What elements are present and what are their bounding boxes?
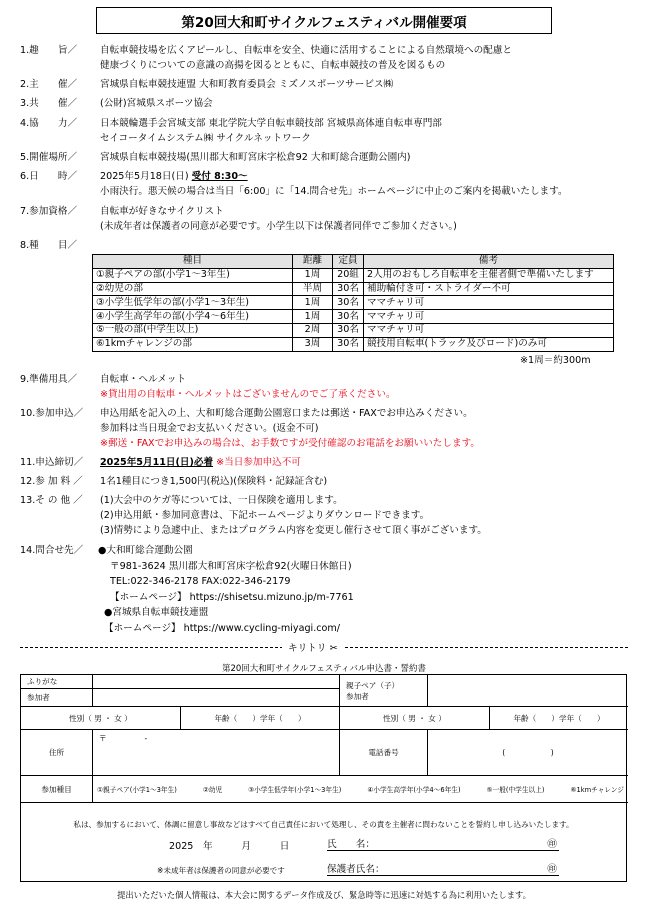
section-label: 2.主 催／ [20, 79, 78, 90]
gender-field[interactable]: 性別（ 男 ・ 女 ） [21, 707, 181, 730]
lap-note: ※1周＝約300m [520, 355, 591, 366]
section-contact [20, 543, 640, 636]
name-signature[interactable] [327, 836, 559, 851]
section-label: 12.参 加 料 ／ [20, 476, 83, 487]
furigana-label: ふりがな [21, 675, 93, 689]
event-name: ⑤一般の部(中学生以上) [93, 323, 293, 337]
table-header: 定員 [333, 255, 364, 269]
event-capacity: 30名 [333, 337, 364, 351]
event-distance: 2周 [293, 323, 333, 337]
section-label: 14.問合せ先／ [20, 545, 84, 556]
event-distance: 1周 [293, 296, 333, 310]
pair-gender-field[interactable]: 性別（ 男 ・ 女 ） [340, 707, 490, 730]
text-line: 申込用紙を記入の上、大和町総合運動公園窓口または郵送・FAXでお申込みください。 [100, 408, 473, 419]
event-name: ④小学生高学年の部(小学4～6年生) [93, 310, 293, 324]
application-form [20, 674, 627, 882]
event-option[interactable]: ①親子ペア(小学1～3年生) [97, 786, 177, 794]
kiritori-mark [282, 640, 343, 654]
pair-age-grade-field[interactable]: 年齢（ ）学年（ ） [490, 707, 628, 730]
event-capacity: 30名 [333, 282, 364, 296]
event-option[interactable]: ③小学生低学年(小学1～3年生) [248, 786, 342, 794]
address-field[interactable]: 〒 - [93, 730, 340, 776]
warning-note: ※貸出用の自転車・ヘルメットはございませんのでご了承ください。 [100, 389, 396, 400]
event-note: ママチャリ可 [364, 296, 614, 310]
section-label: 10.参加申込／ [20, 408, 84, 419]
text-line: TEL:022-346-2178 FAX:022-346-2179 [110, 576, 291, 587]
section-label: 5.開催場所／ [20, 152, 78, 163]
section-cooperation [20, 116, 640, 146]
event-name: ③小学生低学年の部(小学1～3年生) [93, 296, 293, 310]
event-name: ②幼児の部 [93, 282, 293, 296]
address-label: 住所 [21, 730, 93, 776]
pair-label: 親子ペア（子） [346, 680, 400, 690]
section-fee [20, 474, 640, 489]
guardian-signature[interactable] [327, 861, 559, 876]
text-line: (未成年者は保護者の同意が必要です。小学生以下は保護者同伴でご参加ください。) [100, 221, 457, 232]
section-eligibility [20, 204, 640, 234]
text-line: (公財)宮城県スポーツ協会 [100, 98, 213, 109]
section-application [20, 406, 640, 451]
text-line: 宮城県自転車競技連盟 大和町教育委員会 ミズノスポーツサービス㈱ [100, 79, 394, 90]
event-capacity: 20組 [333, 268, 364, 282]
table-header-row [93, 255, 614, 269]
pair-participant-field[interactable] [428, 675, 628, 707]
event-distance: 半周 [293, 282, 333, 296]
name-label: 氏 名： [327, 839, 375, 850]
warning-note: ※当日参加申込不可 [213, 457, 301, 468]
text-line: 1名1種目につき1,500円(税込)(保険料・記録証含む) [100, 476, 328, 487]
pair-participant-text: 参加者 [346, 691, 369, 701]
event-name: ①親子ペアの部(小学1～3年生) [93, 268, 293, 282]
text-line: (3)情勢により急遽中止、またはプログラム内容を変更し催行させて頂く事がございます。 [100, 525, 487, 536]
event-note: ママチャリ可 [364, 323, 614, 337]
event-capacity: 30名 [333, 310, 364, 324]
table-row [93, 337, 614, 351]
text-line: (2)申込用紙・参加同意書は、下記ホームページよりダウンロードできます。 [100, 510, 430, 521]
event-capacity: 30名 [333, 296, 364, 310]
text-line: (1)大会中のケガ等については、一日保険を適用します。 [100, 495, 343, 506]
section-date [20, 169, 640, 199]
section-organizer [20, 77, 640, 92]
section-label: 11.申込締切／ [20, 457, 84, 468]
event-distance: 1周 [293, 310, 333, 324]
minor-note: ※未成年者は保護者の同意が必要です [157, 866, 285, 875]
privacy-footer: 提出いただいた個人情報は、本大会に関するデータ作成及び、緊急時等に迅速に対処する為に利用いたします。 [117, 890, 531, 900]
section-equipment [20, 372, 640, 402]
pair-participant-label [340, 675, 428, 707]
table-header: 備考 [364, 255, 614, 269]
event-capacity: 30名 [333, 323, 364, 337]
phone-field[interactable]: ( ) [428, 730, 628, 776]
section-label: 1.趣 旨／ [20, 45, 78, 56]
table-row [93, 323, 614, 337]
section-label: 8.種 目／ [20, 240, 78, 251]
event-date: 2025年5月18日(日) [100, 171, 192, 182]
event-option[interactable]: ⑤一般(中学生以上) [486, 786, 545, 794]
form-title: 第20回大和町サイクルフェスティバル申込書・誓約書 [221, 664, 427, 674]
warning-note: ※郵送・FAXでお申込みの場合は、お手数ですが受付確認のお電話をお願いいたします。 [100, 438, 481, 449]
age-grade-field[interactable]: 年齢（ ）学年（ ） [181, 707, 340, 730]
text-line: 日本競輪選手会宮城支部 東北学院大学自転車競技部 宮城県高体連自転車専門部 [100, 118, 442, 129]
text-line: 【ホームページ】 https://www.cycling-miyagi.com/ [104, 622, 340, 634]
event-note: 補助輪付き可・ストライダー不可 [364, 282, 614, 296]
event-option[interactable]: ④小学生高学年(小学4～6年生) [367, 786, 461, 794]
participant-field[interactable] [93, 689, 340, 707]
text-line: 【ホームページ】 https://shisetsu.mizuno.jp/m-7761 [110, 591, 354, 603]
table-row [93, 296, 614, 310]
section-venue [20, 150, 640, 165]
section-label: 7.参加資格／ [20, 206, 78, 217]
table-row [93, 282, 614, 296]
events-table [92, 254, 614, 352]
deadline-date: 2025年5月11日(日)必着 [100, 457, 214, 468]
seal-mark: ㊞ [547, 839, 557, 850]
event-distance: 3周 [293, 337, 333, 351]
page-title: 第20回大和町サイクルフェスティバル開催要項 [96, 7, 552, 34]
event-note: ママチャリ可 [364, 310, 614, 324]
phone-label: 電話番号 [340, 730, 428, 776]
text-line: 自転車・ヘルメット [100, 374, 187, 385]
text-line: 自転車が好きなサイクリスト [100, 206, 224, 217]
signature-date[interactable]: 2025 年 月 日 [169, 841, 290, 852]
reception-time: 受付 8:30～ [191, 171, 248, 182]
text-line: ●宮城県自転車競技連盟 [104, 607, 209, 618]
text-line: 宮城県自転車競技場(黒川郡大和町宮床字松倉92 大和町総合運動公園内) [100, 152, 411, 163]
event-name: ⑥1kmチャレンジの部 [93, 337, 293, 351]
table-row [93, 268, 614, 282]
pledge-text: 私は、参加するにおいて、体調に留意し事故などはすべて自己責任において処理し、その責を主催者に問わないことを誓約し申し込みいたします。 [73, 820, 574, 829]
event-select-label: 参加種目 [21, 776, 93, 803]
text-line: 自転車競技場を広くアピールし、自転車を安全、快適に活用することによる自然環境への配慮と [100, 45, 512, 56]
text-line: 〒981-3624 黒川郡大和町宮床字松倉92(火曜日休館日) [110, 560, 352, 572]
table-header: 距離 [293, 255, 333, 269]
table-row [93, 310, 614, 324]
kiritori-label: キリトリ [288, 643, 327, 654]
section-purpose [20, 43, 640, 73]
furigana-field[interactable] [93, 675, 340, 689]
section-label: 4.協 力／ [20, 118, 78, 129]
event-note: 競技用自転車(トラック及びロード)のみ可 [364, 337, 614, 351]
event-options [93, 776, 628, 803]
text-line: セイコータイムシステム㈱ サイクルネットワーク [100, 133, 311, 144]
section-label: 9.準備用具／ [20, 374, 78, 385]
section-label: 6.日 時／ [20, 171, 78, 182]
text-line: 小雨決行。悪天候の場合は当日「6:00」に「14.問合せ先」ホームページに中止のご案内を掲載いたします。 [100, 186, 568, 197]
section-deadline [20, 455, 640, 470]
event-distance: 1周 [293, 268, 333, 282]
section-cosponsor [20, 96, 640, 111]
participant-label: 参加者 [21, 689, 93, 707]
section-other [20, 493, 640, 538]
text-line: 参加料は当日現金でお支払いください。(返金不可) [100, 423, 319, 434]
table-header: 種目 [93, 255, 293, 269]
text-line: 健康づくりについての意識の高揚を図るとともに、自転車競技の普及を図るもの [100, 60, 446, 71]
event-note: 2人用のおもしろ自転車を主催者側で準備いたします [364, 268, 614, 282]
text-line: ●大和町総合運動公園 [98, 545, 193, 556]
guardian-label: 保護者氏名： [327, 864, 385, 875]
scissors-icon: ✂ [329, 643, 338, 654]
event-option[interactable]: ⑥1kmチャレンジ [570, 786, 624, 794]
section-label: 3.共 催／ [20, 98, 78, 109]
event-option[interactable]: ②幼児 [202, 786, 223, 794]
seal-mark: ㊞ [547, 864, 557, 875]
section-label: 13.そ の 他 ／ [20, 495, 83, 506]
